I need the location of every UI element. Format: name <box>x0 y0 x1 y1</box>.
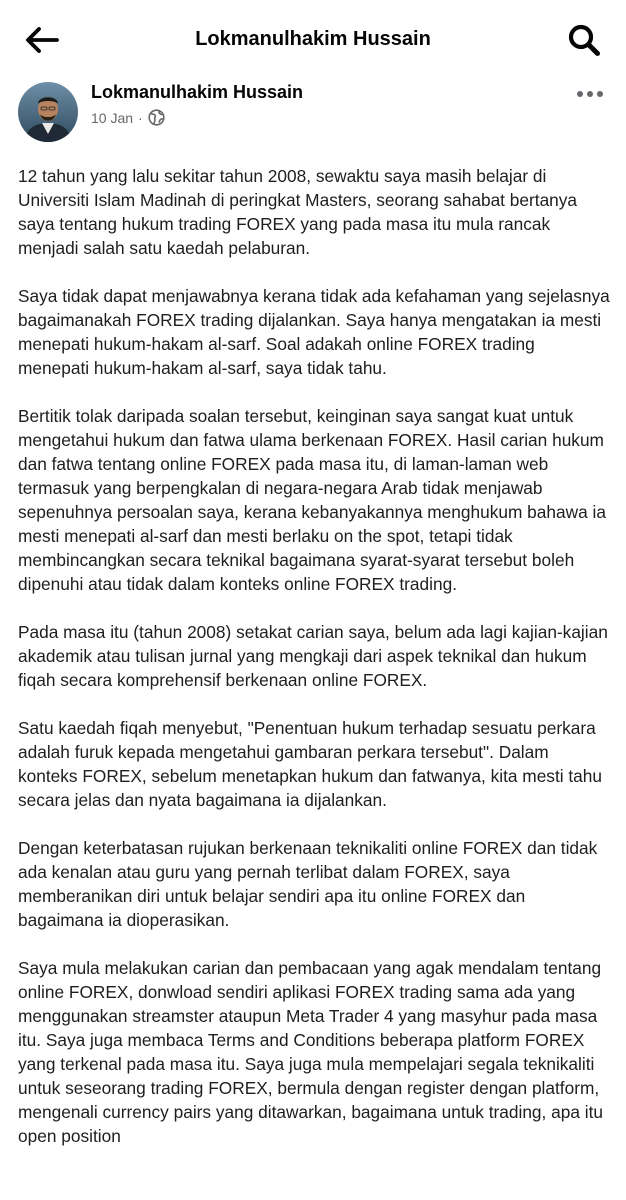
more-horizontal-icon <box>576 90 604 98</box>
search-icon <box>567 23 601 57</box>
post-paragraph: Pada masa itu (tahun 2008) setakat carian saya, belum ada lagi kajian-kajian akademik atau tulisan jurnal yang mengkaji dari aspek teknikal dan hukum fiqah secara komprehensif berkenaan online FOREX. <box>18 622 608 690</box>
post-paragraph: Satu kaedah fiqah menyebut, "Penentuan hukum terhadap sesuatu perkara adalah furuk kepada mengetahui gambaran perkara tersebut". Dalam konteks FOREX, sebelum menetapkan hukum dan fatwanya, kita mesti tahu secara jelas dan nyata bagaimana ia dijalankan. <box>18 718 603 810</box>
post-header <box>18 82 608 146</box>
page-title: Lokmanulhakim Hussain <box>195 28 431 50</box>
post-body <box>18 164 610 1172</box>
top-app-bar <box>0 0 626 80</box>
more-options-button[interactable] <box>572 82 608 106</box>
globe-icon <box>148 109 165 126</box>
post-paragraph: Dengan keterbatasan rujukan berkenaan teknikaliti online FOREX dan tidak ada kenalan atau guru yang pernah terlibat dalam FOREX, saya memberanikan diri untuk belajar sendiri apa itu online FOREX dan bagaimana ia dioperasikan. <box>18 838 598 930</box>
search-button[interactable] <box>562 20 606 60</box>
post-paragraph: 12 tahun yang lalu sekitar tahun 2008, sewaktu saya masih belajar di Universiti Islam Madinah di peringkat Masters, seorang sahabat bertanya saya tentang hukum trading FOREX yang pada masa itu mula rancak menjadi salah satu kaedah pelaburan. <box>18 166 578 258</box>
post-paragraph: Bertitik tolak daripada soalan tersebut, keinginan saya sangat kuat untuk mengetahui hukum dan fatwa ulama berkenaan FOREX. Hasil carian hukum dan fatwa tentang online FOREX pada masa itu, di laman-laman web termasuk yang berpengkalan di negara-negara Arab tidak menjawab sepenuhnya persoalan saya, kerana kebanyakannya menghukum bahawa ia mesti menepati al-sarf dan mesti berlaku on the spot, tetapi tidak membincangkan secara teknikal bagaimana syarat-syarat tersebut boleh dipenuhi atau tidak dalam konteks online FOREX trading. <box>18 406 606 594</box>
post-date[interactable]: 10 Jan <box>91 109 134 126</box>
avatar[interactable] <box>18 82 78 142</box>
post-paragraph: Saya tidak dapat menjawabnya kerana tidak ada kefahaman yang sejelasnya bagaimanakah FOREX trading dijalankan. Saya hanya mengatakan ia mesti menepati hukum-hakam al-sarf. Soal adakah online FOREX trading menepati hukum-hakam al-sarf, saya tidak tahu. <box>18 286 610 378</box>
meta-separator: · <box>138 109 143 126</box>
post-paragraph: Saya mula melakukan carian dan pembacaan yang agak mendalam tentang online FOREX, donwload sendiri aplikasi FOREX trading sama ada yang menggunakan streamster ataupun Meta Trader 4 yang masyhur pada masa itu. Saya juga membaca Terms and Conditions beberapa platform FOREX yang terkenal pada masa itu. Saya juga mula mempelajari segala teknikaliti untuk seseorang trading FOREX, bermula dengan register dengan platform, mengenali currency pairs yang ditawarkan, bagaimana untuk trading, apa itu open position <box>18 958 604 1146</box>
author-name[interactable]: Lokmanulhakim Hussain <box>91 82 304 102</box>
post-meta <box>91 109 165 126</box>
